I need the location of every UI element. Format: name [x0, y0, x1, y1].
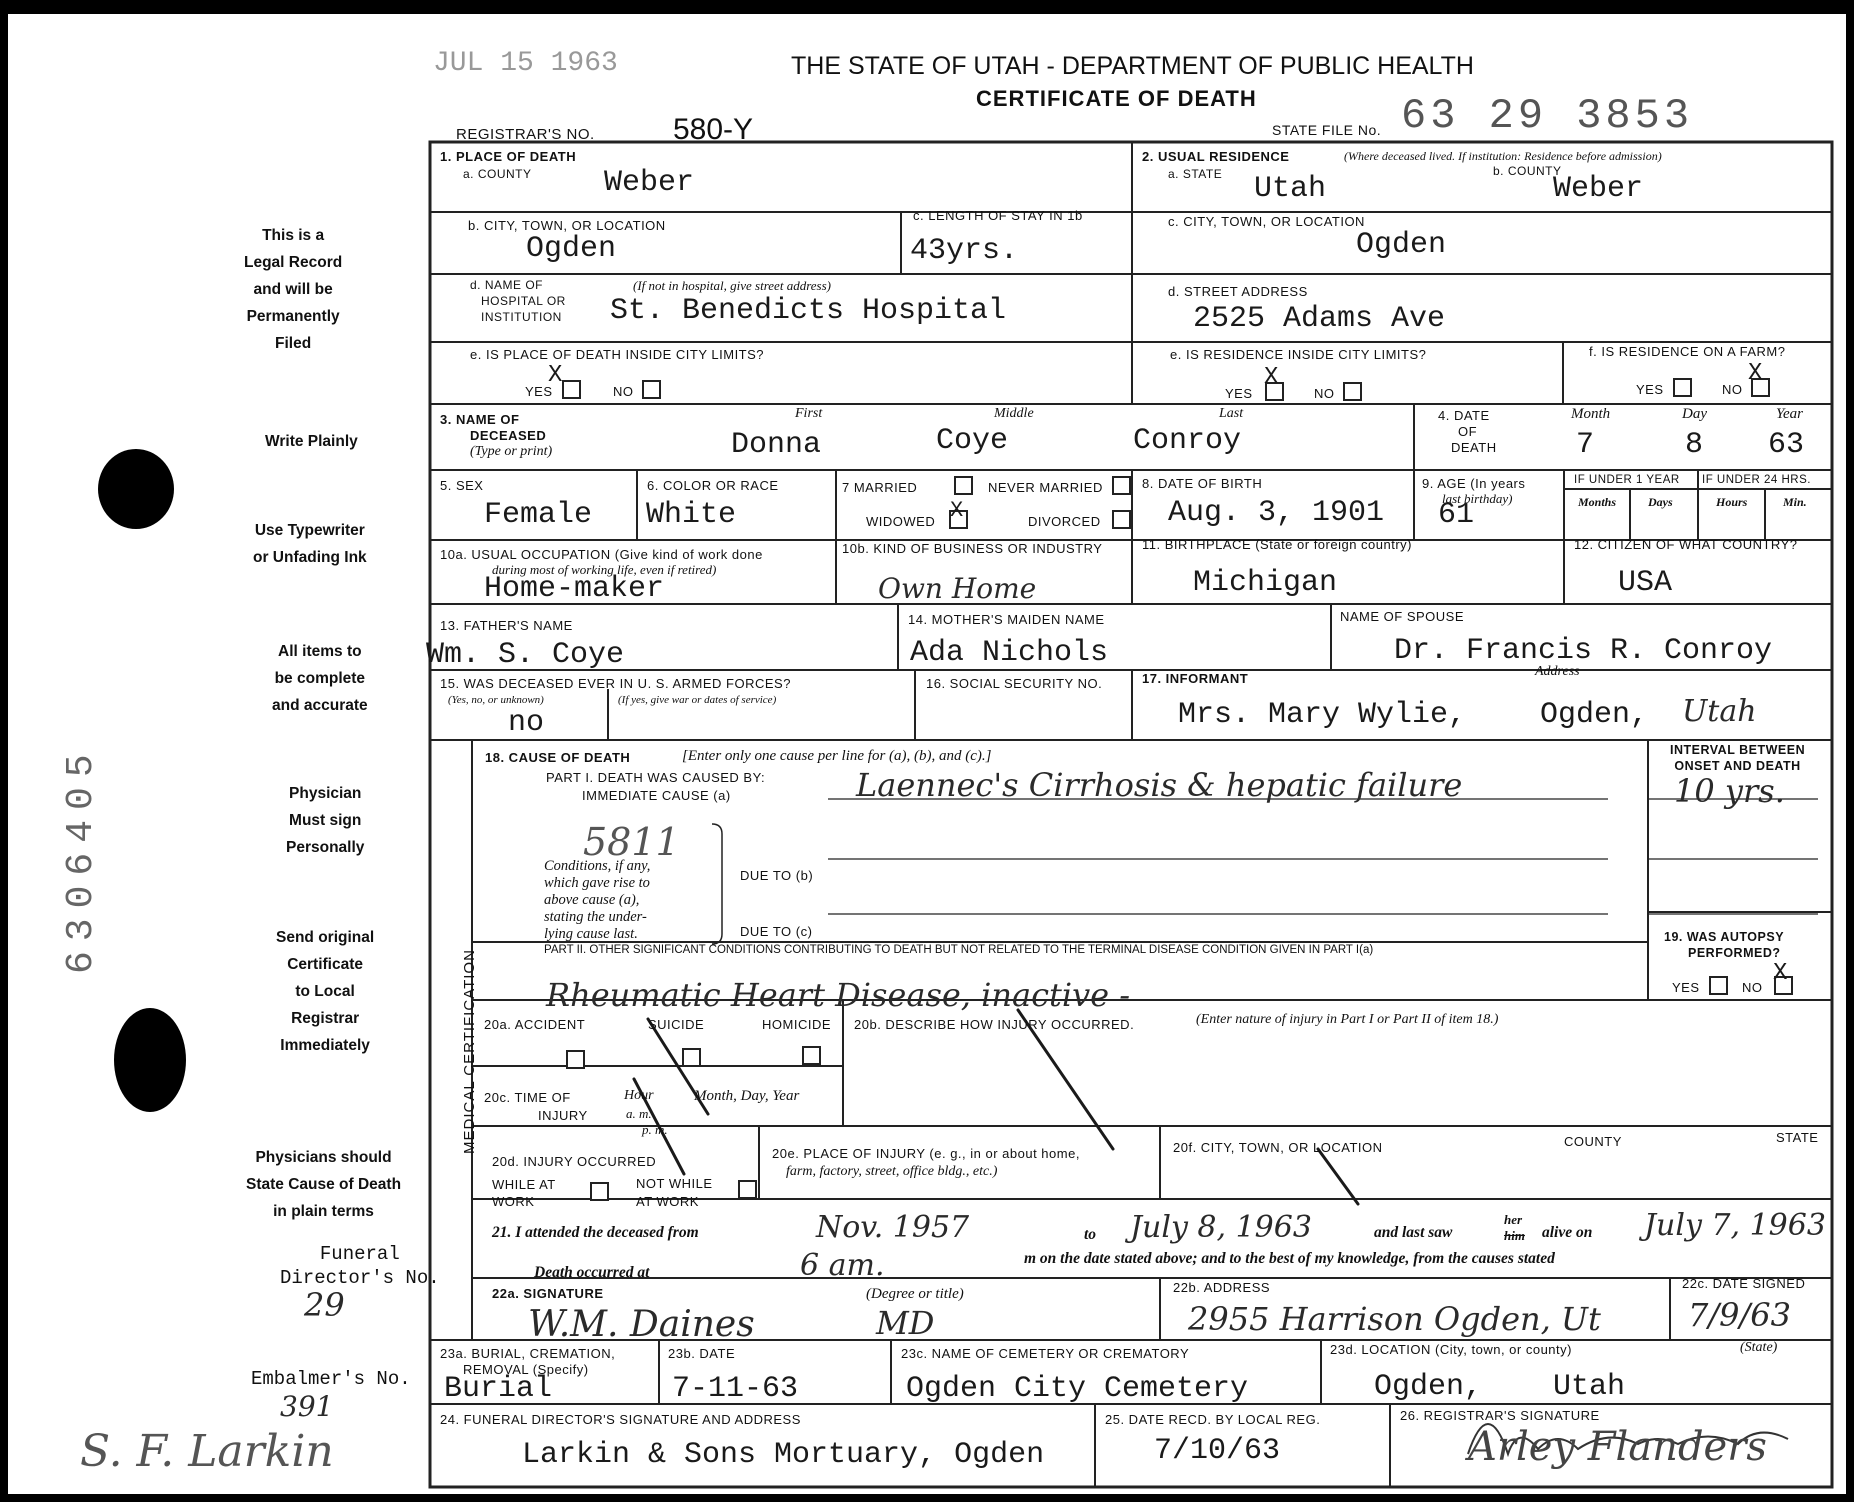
death-city: Ogden — [526, 232, 617, 266]
sidebar-line: Personally — [286, 839, 365, 856]
embalmer-label: Embalmer's No. — [251, 1368, 411, 1390]
informant-name: Mrs. Mary Wylie, — [1178, 698, 1467, 732]
informant-state: Utah — [1682, 694, 1757, 729]
conditions-line: Conditions, if any, — [544, 858, 651, 874]
label-text: 17. INFORMANT — [1142, 671, 1249, 686]
state-file-no: 63 29 3853 — [1401, 92, 1694, 140]
autopsy-yes-checkbox[interactable] — [1709, 976, 1728, 995]
citizen-label: 12. CITIZEN OF WHAT COUNTRY? — [1574, 537, 1798, 552]
cause-label — [485, 750, 630, 765]
checkmark: X — [548, 362, 563, 389]
inside-city-label: e. IS RESIDENCE INSIDE CITY LIMITS? — [1170, 347, 1427, 362]
not-while-label: NOT WHILE — [636, 1176, 713, 1191]
sidebar-line: and will be — [253, 281, 333, 298]
date-received-label: 25. DATE RECD. BY LOCAL REG. — [1105, 1412, 1321, 1427]
last-name: Conroy — [1133, 424, 1242, 458]
middle-name: Coye — [936, 424, 1009, 458]
hospital-name: St. Benedicts Hospital — [610, 294, 1007, 328]
cause-code: 5811 — [583, 820, 680, 864]
registrar-signature: Arley Flanders — [1468, 1424, 1767, 1470]
residence-street: 2525 Adams Ave — [1193, 302, 1446, 336]
alive-on-label: alive on — [1542, 1224, 1593, 1241]
residence-note: (Where deceased lived. If institution: Residence before admission) — [1344, 149, 1662, 163]
conditions-text — [544, 858, 650, 943]
occupation-label: 10a. USUAL OCCUPATION (Give kind of work done — [440, 547, 763, 562]
mother-name: Ada Nichols — [910, 636, 1109, 670]
funeral-director-signature-label: 24. FUNERAL DIRECTOR'S SIGNATURE AND ADDRESS — [440, 1412, 801, 1427]
conditions-line: stating the under- — [544, 909, 647, 925]
date-received: 7/10/63 — [1154, 1434, 1281, 1468]
not-while-at-work-checkbox[interactable] — [738, 1180, 757, 1199]
last-saw-label: and last saw — [1374, 1224, 1453, 1241]
sidebar-line: Permanently — [246, 308, 340, 325]
sidebar-line: Registrar — [291, 1010, 360, 1027]
work-label: WORK — [492, 1194, 535, 1209]
degree-label: (Degree or title) — [866, 1286, 964, 1302]
homicide-checkbox[interactable] — [802, 1046, 821, 1065]
physician-degree: MD — [876, 1304, 935, 1342]
certificate-paper — [8, 14, 1846, 1494]
no-label: NO — [613, 384, 634, 399]
sidebar-line: Immediately — [280, 1037, 370, 1054]
sidebar-line: Director's No. — [280, 1267, 440, 1289]
hospital-label-2: HOSPITAL OR — [481, 294, 566, 308]
cemetery-label: 23c. NAME OF CEMETERY OR CREMATORY — [901, 1346, 1190, 1361]
residence-state: Utah — [1254, 172, 1327, 206]
label-text: 2. USUAL RESIDENCE — [1142, 149, 1290, 164]
describe-injury-label: 20b. DESCRIBE HOW INJURY OCCURRED. — [854, 1017, 1135, 1032]
sidebar-line: This is a — [262, 227, 325, 244]
due-to-b-label: DUE TO (b) — [740, 868, 814, 883]
middle-label: Middle — [994, 406, 1034, 421]
ssn-label: 16. SOCIAL SECURITY NO. — [926, 676, 1103, 691]
medical-certification-label: MEDICAL CERTIFICATION — [461, 949, 478, 1154]
hospital-note: (If not in hospital, give street address) — [633, 278, 831, 293]
sex-label: 5. SEX — [440, 478, 484, 493]
cause-note: [Enter only one cause per line for (a), (b), and (c).] — [682, 748, 992, 764]
date-of-birth: Aug. 3, 1901 — [1168, 496, 1385, 530]
day-label: Day — [1682, 406, 1707, 422]
date-signed-label: 22c. DATE SIGNED — [1682, 1276, 1806, 1291]
him-label: him — [1504, 1228, 1525, 1243]
father-label: 13. FATHER'S NAME — [440, 618, 573, 633]
attended-to: July 8, 1963 — [1130, 1210, 1312, 1245]
sidebar-typewriter — [253, 517, 367, 571]
residence-city: Ogden — [1356, 228, 1447, 262]
vertical-control-number: 6306405 — [60, 744, 103, 974]
while-at-work-checkbox[interactable] — [590, 1182, 609, 1201]
checkmark: X — [950, 498, 964, 523]
sidebar-line: Filed — [275, 335, 312, 352]
spouse-label: NAME OF SPOUSE — [1340, 609, 1465, 624]
registrar-no-label: REGISTRAR'S NO. — [456, 126, 595, 143]
immediate-cause: Laennec's Cirrhosis & hepatic failure — [856, 766, 1463, 804]
divorced-checkbox[interactable] — [1112, 510, 1131, 529]
first-label: First — [795, 406, 823, 421]
birthplace: Michigan — [1193, 566, 1338, 600]
funeral-director-no: 29 — [304, 1286, 345, 1324]
conditions-line: above cause (a), — [544, 892, 640, 908]
citizenship: USA — [1618, 566, 1673, 600]
accident-checkbox[interactable] — [566, 1050, 585, 1069]
informant-label — [1142, 671, 1248, 686]
place-of-injury-label: 20e. PLACE OF INJURY (e. g., in or about home, — [772, 1146, 1080, 1161]
attended-label: 21. I attended the deceased from — [492, 1224, 699, 1241]
suicide-checkbox[interactable] — [682, 1048, 701, 1067]
no-label: NO — [1722, 382, 1743, 397]
married-label: 7 MARRIED — [842, 480, 918, 495]
received-stamp: JUL 15 1963 — [433, 48, 618, 79]
at-work-label: AT WORK — [636, 1194, 699, 1209]
under-1-year-label: IF UNDER 1 YEAR — [1574, 474, 1680, 486]
death-county: Weber — [604, 166, 695, 200]
burial-date: 7-11-63 — [672, 1372, 799, 1406]
sidebar-line: Use Typewriter — [254, 522, 365, 539]
sidebar-physician-sign — [286, 780, 364, 861]
city-label: c. CITY, TOWN, OR LOCATION — [1168, 214, 1365, 229]
physician-address-label: 22b. ADDRESS — [1173, 1280, 1271, 1295]
injury-state-label: STATE — [1776, 1130, 1819, 1145]
funeral-director-label — [280, 1242, 440, 1290]
autopsy-label: 19. WAS AUTOPSY — [1664, 930, 1785, 944]
married-checkbox[interactable] — [954, 476, 973, 495]
sidebar-line: All items to — [278, 643, 362, 660]
sidebar-line: and accurate — [272, 697, 368, 714]
never-married-label: NEVER MARRIED — [988, 480, 1103, 495]
cemetery-location-state: Utah — [1553, 1370, 1626, 1404]
checkmark: X — [1264, 364, 1279, 391]
residence-inside-no-checkbox[interactable] — [1343, 382, 1362, 401]
name-label-1 — [440, 412, 519, 427]
funeral-director-address: Larkin & Sons Mortuary, Ogden — [522, 1438, 1045, 1472]
sidebar-line: Send original — [276, 929, 375, 946]
county-label: b. COUNTY — [1493, 164, 1562, 178]
embalmer-no: 391 — [280, 1390, 334, 1423]
autopsy-label-2: PERFORMED? — [1688, 946, 1781, 960]
interval-label — [1670, 742, 1805, 774]
age-label-2: last birthday) — [1442, 491, 1513, 506]
removal-label: REMOVAL (Specify) — [463, 1362, 589, 1377]
conditions-line: lying cause last. — [544, 926, 638, 942]
last-seen-alive: July 7, 1963 — [1644, 1208, 1826, 1243]
registrar-no-value: 580-Y — [673, 113, 754, 146]
stay-label: c. LENGTH OF STAY IN 1b — [913, 208, 1083, 223]
month-day-year-label: Month, Day, Year — [694, 1088, 800, 1104]
spouse-name: Dr. Francis R. Conroy — [1394, 634, 1773, 668]
kind-of-business: Own Home — [878, 572, 1037, 605]
embalmer-signature: S. F. Larkin — [80, 1426, 334, 1477]
armed-forces-label: 15. WAS DECEASED EVER IN U. S. ARMED FORCES? — [440, 676, 791, 691]
months-label: Months — [1578, 495, 1617, 509]
injury-county-label: COUNTY — [1564, 1134, 1622, 1149]
usual-occupation: Home-maker — [484, 572, 665, 606]
inside-city-no-checkbox[interactable] — [642, 380, 661, 399]
sidebar-line: Funeral — [319, 1243, 400, 1265]
sidebar-line: in plain terms — [273, 1203, 374, 1220]
dob-label: 8. DATE OF BIRTH — [1142, 476, 1263, 491]
sidebar-send-original — [276, 924, 374, 1059]
year-label: Year — [1776, 406, 1803, 422]
registrar-signature-label: 26. REGISTRAR'S SIGNATURE — [1400, 1408, 1600, 1423]
physician-address: 2955 Harrison Ogden, Ut — [1188, 1300, 1601, 1338]
sidebar-write-plainly: Write Plainly — [265, 433, 358, 450]
label-text: DECEASED — [470, 428, 547, 443]
hospital-label-3: INSTITUTION — [481, 310, 562, 324]
sidebar-line: or Unfading Ink — [253, 549, 367, 566]
sidebar-legal-record — [244, 222, 342, 357]
birthplace-label: 11. BIRTHPLACE (State or foreign country) — [1142, 537, 1413, 552]
document-title: THE STATE OF UTAH - DEPARTMENT OF PUBLIC HEALTH — [791, 52, 1474, 80]
her-label: her — [1504, 1212, 1523, 1227]
hour-label: Hour — [624, 1088, 654, 1103]
suicide-label: SUICIDE — [648, 1017, 705, 1032]
checkmark: X — [1773, 960, 1788, 987]
mother-label: 14. MOTHER'S MAIDEN NAME — [908, 612, 1105, 627]
race-label: 6. COLOR OR RACE — [647, 478, 779, 493]
length-of-stay: 43yrs. — [910, 234, 1019, 268]
sidebar-line: State Cause of Death — [246, 1176, 402, 1193]
state-label: (State) — [1740, 1340, 1778, 1355]
occupation-label-2: during most of working life, even if retired) — [492, 562, 717, 577]
name-label-2 — [470, 428, 546, 443]
immediate-cause-label: IMMEDIATE CAUSE (a) — [582, 788, 731, 803]
last-label: Last — [1219, 406, 1244, 421]
checkmark: X — [1748, 360, 1763, 387]
burial-label: 23a. BURIAL, CREMATION, — [440, 1346, 616, 1361]
part2-conditions: Rheumatic Heart Disease, inactive - — [546, 976, 1131, 1014]
injury-occurred-label: 20d. INJURY OCCURRED — [492, 1154, 657, 1169]
date-label-3: DEATH — [1451, 440, 1497, 455]
label-text: 1. PLACE OF DEATH — [440, 149, 577, 164]
min-label: Min. — [1783, 495, 1807, 509]
death-time: 6 am. — [800, 1248, 885, 1283]
state-label: a. STATE — [1168, 167, 1223, 181]
while-at-label: WHILE AT — [492, 1177, 556, 1192]
sidebar-all-items — [272, 638, 368, 719]
armed-forces-label-3: (If yes, give war or dates of service) — [618, 694, 777, 706]
no-label: NO — [1314, 386, 1335, 401]
armed-forces-label-2: (Yes, no, or unknown) — [448, 694, 544, 706]
farm-yes-checkbox[interactable] — [1673, 378, 1692, 397]
yes-label: YES — [1636, 382, 1664, 397]
interval-line: ONSET AND DEATH — [1674, 759, 1801, 773]
place-of-death-label — [440, 149, 576, 164]
date-signed: 7/9/63 — [1688, 1296, 1791, 1334]
date-label-1: 4. DATE — [1438, 408, 1490, 423]
sidebar-line: Legal Record — [244, 254, 343, 271]
place-of-injury-label-2: farm, factory, street, office bldg., etc.) — [786, 1164, 998, 1179]
burial-date-label: 23b. DATE — [668, 1346, 736, 1361]
signature-label — [492, 1286, 604, 1301]
race-value: White — [646, 498, 737, 532]
city-label: b. CITY, TOWN, OR LOCATION — [468, 218, 666, 233]
name-label-3: (Type or print) — [470, 444, 553, 459]
death-occurred-label: Death occurred at — [534, 1264, 650, 1281]
pm-label: p. m. — [642, 1122, 668, 1137]
hours-label: Hours — [1716, 495, 1748, 509]
physician-signature: W.M. Daines — [528, 1304, 755, 1345]
age-value: 61 — [1438, 498, 1475, 532]
widowed-label: WIDOWED — [866, 514, 936, 529]
describe-note: (Enter nature of injury in Part I or Part II of item 18.) — [1196, 1012, 1499, 1027]
never-married-checkbox[interactable] — [1112, 476, 1131, 495]
divorced-label: DIVORCED — [1028, 514, 1101, 529]
sidebar-line: Certificate — [287, 956, 363, 973]
no-label: NO — [1742, 980, 1763, 995]
document-subtitle: CERTIFICATE OF DEATH — [976, 86, 1257, 111]
conditions-line: which gave rise to — [544, 875, 650, 891]
interval-value: 10 yrs. — [1674, 772, 1785, 810]
injury-city-label: 20f. CITY, TOWN, OR LOCATION — [1173, 1140, 1383, 1155]
sidebar-line: to Local — [295, 983, 355, 1000]
attended-from: Nov. 1957 — [816, 1210, 970, 1245]
burial-type: Burial — [444, 1372, 553, 1406]
sex-value: Female — [484, 498, 593, 532]
first-name: Donna — [731, 428, 822, 462]
death-day: 8 — [1685, 428, 1704, 462]
accident-label: 20a. ACCIDENT — [484, 1017, 586, 1032]
state-file-label: STATE FILE No. — [1272, 122, 1382, 138]
usual-residence-label — [1142, 149, 1289, 164]
due-to-c-label: DUE TO (c) — [740, 924, 813, 939]
interval-line: INTERVAL BETWEEN — [1670, 743, 1806, 757]
inside-city-label: e. IS PLACE OF DEATH INSIDE CITY LIMITS? — [470, 347, 765, 362]
part2-label: PART II. OTHER SIGNIFICANT CONDITIONS CONTRIBUTING TO DEATH BUT NOT RELATED TO THE TERMINAL DISEASE CONDITION GIVEN IN PART I(a) — [544, 944, 1374, 956]
death-month: 7 — [1576, 428, 1595, 462]
label-text: 22a. SIGNATURE — [492, 1286, 604, 1301]
label-text: 3. NAME OF — [440, 412, 520, 427]
address-label: Address — [1535, 664, 1580, 679]
street-label: d. STREET ADDRESS — [1168, 284, 1308, 299]
injury-label: INJURY — [538, 1108, 588, 1123]
cemetery-location-city: Ogden, — [1374, 1370, 1483, 1404]
label-text: 18. CAUSE OF DEATH — [485, 750, 631, 765]
am-label: a. m. — [626, 1106, 652, 1121]
farm-label: f. IS RESIDENCE ON A FARM? — [1589, 344, 1786, 359]
county-label: a. COUNTY — [463, 167, 532, 181]
time-of-injury-label: 20c. TIME OF — [484, 1090, 571, 1105]
business-label: 10b. KIND OF BUSINESS OR INDUSTRY — [842, 541, 1103, 556]
residence-county: Weber — [1553, 172, 1644, 206]
death-year: 63 — [1768, 428, 1805, 462]
days-label: Days — [1648, 495, 1673, 509]
sidebar-physicians-should — [246, 1144, 401, 1225]
yes-label: YES — [1225, 386, 1253, 401]
certification-text: m on the date stated above; and to the best of my knowledge, from the causes stated — [1024, 1250, 1555, 1267]
father-name: Wm. S. Coye — [426, 638, 625, 672]
hospital-label-1: d. NAME OF — [470, 278, 544, 292]
under-24-hrs-label: IF UNDER 24 HRS. — [1702, 474, 1811, 486]
inside-city-yes-checkbox[interactable] — [562, 380, 581, 399]
yes-label: YES — [525, 384, 553, 399]
sidebar-line: be complete — [274, 670, 366, 687]
month-label: Month — [1571, 406, 1611, 422]
homicide-label: HOMICIDE — [762, 1017, 831, 1032]
sidebar-line: Must sign — [289, 812, 362, 829]
yes-label: YES — [1672, 980, 1700, 995]
sidebar-line: Physician — [289, 785, 362, 802]
armed-forces-value: no — [508, 706, 545, 740]
date-label-2: OF — [1458, 424, 1478, 439]
informant-city: Ogden, — [1540, 698, 1649, 732]
age-label-1: 9. AGE (In years — [1422, 476, 1526, 491]
cemetery-name: Ogden City Cemetery — [906, 1372, 1249, 1406]
part1-label: PART I. DEATH WAS CAUSED BY: — [546, 770, 766, 785]
cemetery-location-label: 23d. LOCATION (City, town, or county) — [1330, 1342, 1572, 1357]
to-label: to — [1084, 1226, 1097, 1243]
sidebar-line: Physicians should — [255, 1149, 392, 1166]
